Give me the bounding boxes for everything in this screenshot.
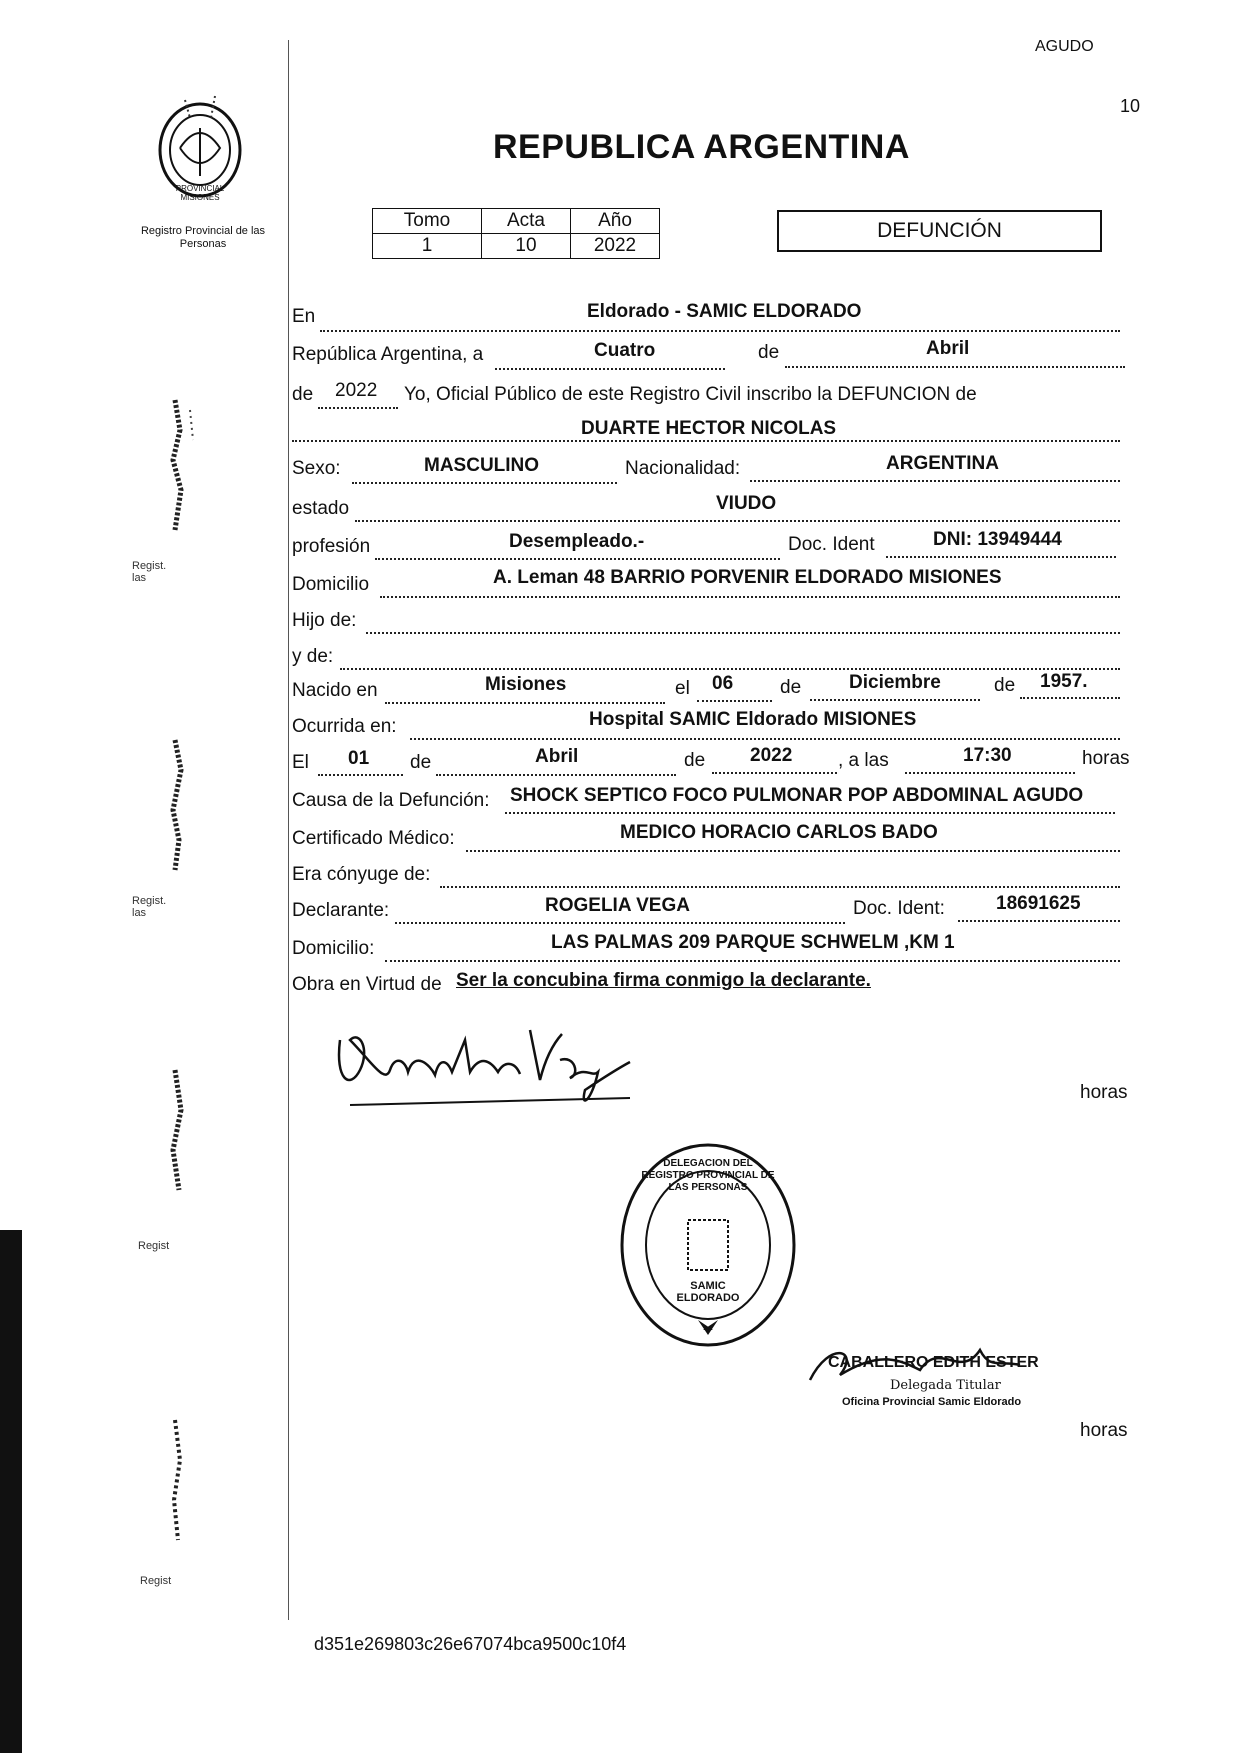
margin-scribble-2 <box>145 730 225 880</box>
line-doc-ident-2 <box>958 920 1120 922</box>
label-doc-ident: Doc. Ident <box>788 534 875 555</box>
line-certificado <box>466 850 1120 852</box>
value-nacionalidad: ARGENTINA <box>886 453 999 474</box>
line-sexo <box>352 482 617 484</box>
line-doc-ident <box>886 556 1116 558</box>
line-day-word <box>495 368 725 370</box>
value-profesion: Desempleado.- <box>509 531 645 552</box>
line-birth-year <box>1020 697 1120 699</box>
line-month <box>785 366 1125 368</box>
value-domicilio: A. Leman 48 BARRIO PORVENIR ELDORADO MISIONES <box>493 567 1002 588</box>
corner-number: 10 <box>1120 96 1141 116</box>
line-ocurrida <box>410 738 1120 740</box>
corner-note: AGUDO <box>1035 38 1094 55</box>
label-declarante: Declarante: <box>292 900 390 921</box>
margin-scribble-3 <box>145 1060 225 1210</box>
label-nacido: Nacido en <box>292 680 378 701</box>
document-hash: d351e269803c26e67074bca9500c10f4 <box>314 1634 627 1654</box>
label-domicilio-2: Domicilio: <box>292 938 375 959</box>
official-stamp <box>618 1140 798 1350</box>
line-y-de <box>340 668 1120 670</box>
label-de-death-month: de <box>410 752 432 773</box>
margin-label-1: Regist. las <box>132 560 167 584</box>
label-conyuge: Era cónyuge de: <box>292 864 431 885</box>
line-declarante <box>395 922 845 924</box>
volume-value-acta: 10 <box>482 234 571 259</box>
stamp-ring-text: DELEGACION DEL REGISTRO PROVINCIAL DE LAS PERSONAS <box>641 1158 775 1193</box>
volume-value-anio: 2022 <box>571 234 660 259</box>
declarant-signature-graphic <box>330 1010 660 1120</box>
value-birth-year: 1957. <box>1040 671 1088 692</box>
label-de-birth-year: de <box>994 675 1016 696</box>
value-day-word: Cuatro <box>594 340 656 361</box>
value-birth-day: 06 <box>712 673 734 694</box>
value-death-year: 2022 <box>750 745 793 766</box>
horas-note-1: horas <box>1080 1082 1128 1103</box>
label-sexo: Sexo: <box>292 458 341 479</box>
label-el: el <box>675 678 690 699</box>
official-name: CABALLERO EDITH ESTER <box>828 1354 1039 1371</box>
value-deceased-name: DUARTE HECTOR NICOLAS <box>581 418 837 439</box>
line-domicilio <box>380 596 1120 598</box>
province-seal <box>145 88 255 208</box>
value-year: 2022 <box>335 380 378 401</box>
margin-label-4: Regist <box>140 1575 172 1587</box>
line-causa <box>505 812 1115 814</box>
declarant-signature <box>330 1010 660 1120</box>
volume-header-acta: Acta <box>482 209 571 234</box>
label-horas: horas <box>1082 748 1130 769</box>
province-seal-text: PROVINCIAL MISIONES <box>175 184 225 202</box>
margin-scribble-4 <box>150 1410 230 1560</box>
line-nacido <box>385 702 665 704</box>
line-birth-day <box>697 700 772 702</box>
value-death-day: 01 <box>348 748 370 769</box>
label-de-month: de <box>758 342 780 363</box>
value-declarante: ROGELIA VEGA <box>545 895 690 916</box>
volume-value-row <box>373 234 660 259</box>
scan-edge-bar <box>0 1230 22 1753</box>
line-year <box>318 407 398 409</box>
volume-table <box>372 208 660 259</box>
label-a-las: , a las <box>838 750 889 771</box>
official-title: Delegada Titular <box>890 1378 1001 1393</box>
line-death-year <box>712 772 837 774</box>
value-nacido-lugar: Misiones <box>485 674 567 695</box>
label-causa: Causa de la Defunción: <box>292 790 490 811</box>
value-doc-ident-2: 18691625 <box>996 893 1081 914</box>
volume-header-row <box>373 209 660 234</box>
value-death-time: 17:30 <box>963 745 1012 766</box>
label-domicilio: Domicilio <box>292 574 370 595</box>
value-certificado: MEDICO HORACIO CARLOS BADO <box>620 822 938 843</box>
line-en <box>320 330 1120 332</box>
label-estado: estado <box>292 498 350 519</box>
line-estado <box>355 520 1120 522</box>
official-subtitle: Oficina Provincial Samic Eldorado <box>842 1396 1022 1408</box>
value-place: Eldorado - SAMIC ELDORADO <box>587 301 862 322</box>
text-yo-oficial: Yo, Oficial Público de este Registro Civil inscribo la DEFUNCION de <box>404 384 977 405</box>
label-y-de: y de: <box>292 646 334 667</box>
value-estado: VIUDO <box>716 493 777 514</box>
value-obra: Ser la concubina firma conmigo la declarante. <box>456 970 871 991</box>
left-margin-rule <box>288 40 289 1620</box>
value-doc-ident: DNI: 13949444 <box>933 529 1062 550</box>
label-de-birth-month: de <box>780 677 802 698</box>
horas-note-2: horas <box>1080 1420 1128 1441</box>
document-type-box: DEFUNCIÓN <box>777 210 1102 252</box>
label-republica: República Argentina, a <box>292 344 484 365</box>
margin-label-3: Regist <box>138 1240 170 1252</box>
label-ocurrida: Ocurrida en: <box>292 716 397 737</box>
value-month: Abril <box>926 338 970 359</box>
value-sexo: MASCULINO <box>424 455 540 476</box>
value-ocurrida: Hospital SAMIC Eldorado MISIONES <box>589 709 917 730</box>
volume-value-tomo: 1 <box>373 234 482 259</box>
line-conyuge <box>440 886 1120 888</box>
label-de-year: de <box>292 384 314 405</box>
label-obra: Obra en Virtud de <box>292 974 442 995</box>
label-certificado: Certificado Médico: <box>292 828 455 849</box>
margin-scribble-1 <box>145 390 225 540</box>
label-El: El <box>292 752 309 773</box>
label-en: En <box>292 306 316 327</box>
value-causa: SHOCK SEPTICO FOCO PULMONAR POP ABDOMINAL AGUDO <box>510 785 1084 806</box>
value-domicilio-2: LAS PALMAS 209 PARQUE SCHWELM ,KM 1 <box>551 932 955 953</box>
line-death-time <box>905 772 1075 774</box>
volume-header-anio: Año <box>571 209 660 234</box>
line-birth-month <box>810 699 980 701</box>
label-de-death-year: de <box>684 750 706 771</box>
page-title: REPUBLICA ARGENTINA <box>493 128 910 166</box>
line-death-month <box>436 774 676 776</box>
stamp-center-text: SAMIC ELDORADO <box>676 1280 740 1304</box>
label-doc-ident-2: Doc. Ident: <box>853 898 945 919</box>
line-nacionalidad <box>750 480 1120 482</box>
value-death-month: Abril <box>535 746 579 767</box>
seal-caption: Registro Provincial de las Personas <box>140 225 266 250</box>
line-hijo <box>366 632 1120 634</box>
line-profesion <box>375 558 780 560</box>
label-nacionalidad: Nacionalidad: <box>625 458 741 479</box>
value-birth-month: Diciembre <box>849 672 941 693</box>
line-name <box>292 440 1120 442</box>
volume-header-tomo: Tomo <box>373 209 482 234</box>
official-signature-block <box>800 1330 1100 1440</box>
label-hijo: Hijo de: <box>292 610 357 631</box>
margin-label-2: Regist. las <box>132 895 167 919</box>
label-profesion: profesión <box>292 536 371 557</box>
line-domicilio-2 <box>385 960 1120 962</box>
line-death-day <box>318 774 403 776</box>
